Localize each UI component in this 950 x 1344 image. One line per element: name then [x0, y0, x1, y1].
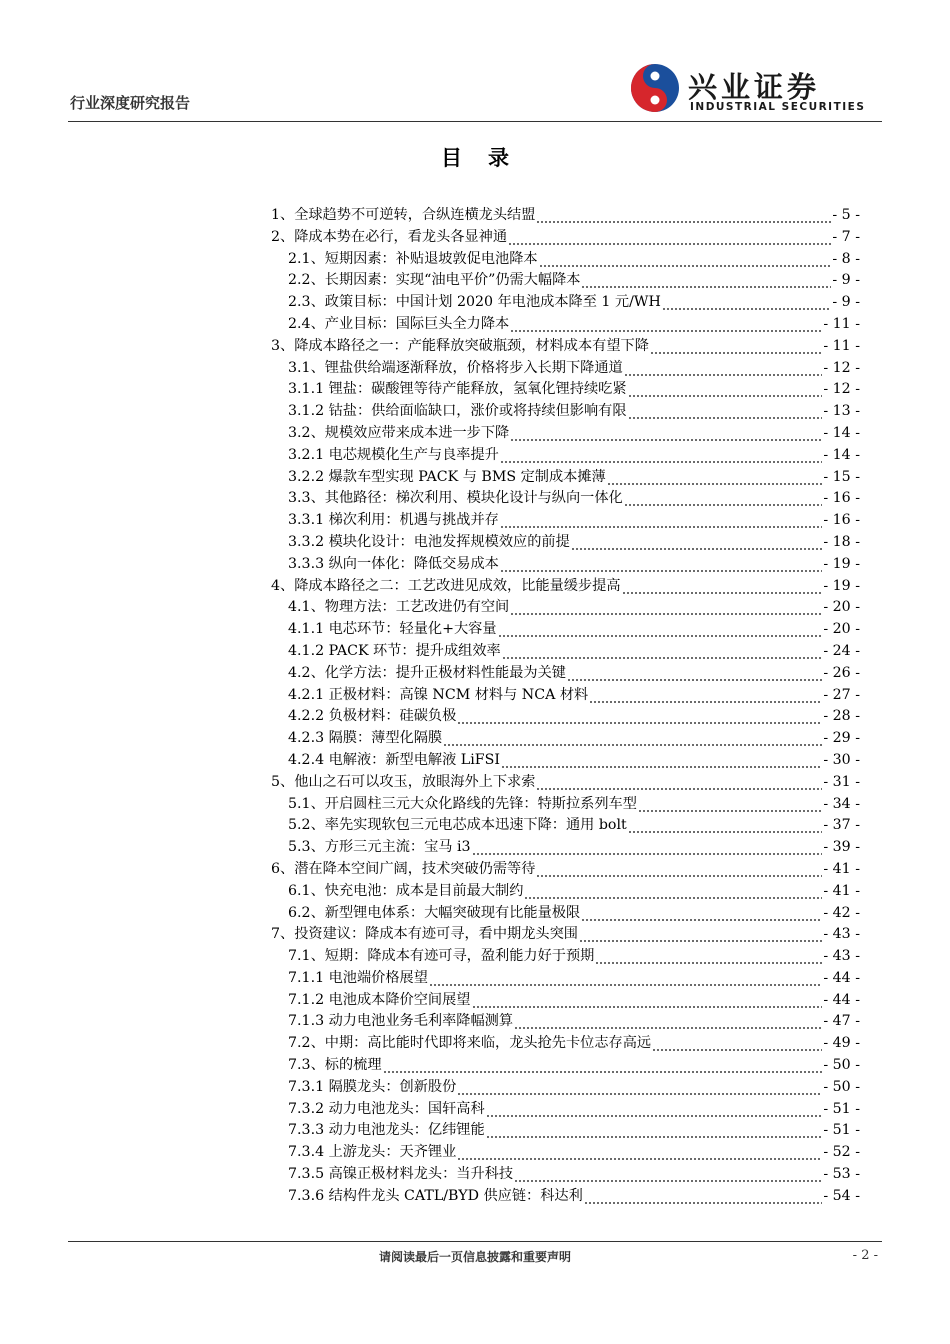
- toc-entry-page: - 51 -: [823, 1122, 860, 1139]
- toc-entry[interactable]: [271, 336, 860, 358]
- toc-entry[interactable]: [271, 488, 860, 510]
- toc-leader-dots: [457, 1142, 822, 1164]
- toc-leader-dots: [652, 1033, 822, 1055]
- toc-entry[interactable]: [271, 924, 860, 946]
- toc-entry[interactable]: [271, 772, 860, 794]
- toc-entry-page: - 43 -: [823, 948, 860, 965]
- toc-leader-dots: [624, 488, 823, 510]
- toc-entry-page: - 30 -: [823, 751, 860, 768]
- toc-entry[interactable]: [271, 1120, 860, 1142]
- toc-entry[interactable]: [271, 554, 860, 576]
- toc-entry-title: 5、他山之石可以攻玉，放眼海外上下求索: [271, 773, 536, 790]
- toc-leader-dots: [624, 358, 823, 380]
- toc-entry[interactable]: [271, 794, 860, 816]
- toc-entry-title: 4.2.3 隔膜：薄型化隔膜: [288, 730, 443, 747]
- toc-entry-page: - 14 -: [823, 424, 860, 441]
- toc-leader-dots: [584, 1186, 823, 1208]
- toc-leader-dots: [501, 750, 822, 772]
- toc-leader-dots: [472, 837, 823, 859]
- table-of-contents: [271, 205, 860, 1208]
- header-divider: [68, 121, 882, 122]
- toc-entry[interactable]: [271, 249, 860, 271]
- toc-entry[interactable]: [271, 946, 860, 968]
- toc-entry[interactable]: [271, 576, 860, 598]
- toc-entry-page: - 13 -: [823, 403, 860, 420]
- toc-entry[interactable]: [271, 641, 860, 663]
- footer-divider: [68, 1241, 882, 1242]
- toc-entry[interactable]: [271, 1164, 860, 1186]
- toc-entry-title: 7.1.3 动力电池业务毛利率降幅测算: [288, 1013, 514, 1030]
- toc-entry[interactable]: [271, 314, 860, 336]
- toc-entry[interactable]: [271, 990, 860, 1012]
- toc-entry-title: 3.3.2 模块化设计：电池发挥规模效应的前提: [288, 533, 570, 550]
- toc-entry-title: 2.3、政策目标：中国计划 2020 年电池成本降至 1 元/WH: [288, 294, 661, 311]
- toc-leader-dots: [589, 685, 822, 707]
- toc-entry-title: 2.4、产业目标：国际巨头全力降本: [288, 315, 510, 332]
- toc-entry-page: - 41 -: [823, 882, 860, 899]
- toc-entry-page: - 8 -: [832, 250, 860, 267]
- toc-entry-page: - 20 -: [823, 599, 860, 616]
- toc-entry-title: 4.1.2 PACK 环节：提升成组效率: [288, 642, 501, 659]
- toc-leader-dots: [650, 336, 822, 358]
- toc-entry[interactable]: [271, 379, 860, 401]
- page-number: - 2 -: [852, 1248, 878, 1263]
- toc-entry[interactable]: [271, 750, 860, 772]
- toc-leader-dots: [510, 314, 822, 336]
- toc-entry[interactable]: [271, 532, 860, 554]
- toc-entry-page: - 51 -: [823, 1100, 860, 1117]
- toc-entry-page: - 42 -: [823, 904, 860, 921]
- toc-entry-title: 4.1、物理方法：工艺改进仍有空间: [288, 599, 510, 616]
- toc-entry[interactable]: [271, 1033, 860, 1055]
- toc-entry[interactable]: [271, 423, 860, 445]
- toc-entry-title: 7.3.4 上游龙头：天齐锂业: [288, 1144, 457, 1161]
- toc-entry-title: 3.1、锂盐供给端逐渐释放，价格将步入长期下降通道: [288, 359, 623, 376]
- toc-entry-page: - 44 -: [823, 969, 860, 986]
- toc-entry-page: - 29 -: [823, 730, 860, 747]
- toc-entry-page: - 11 -: [823, 315, 860, 332]
- toc-entry-title: 3.3.3 纵向一体化：降低交易成本: [288, 555, 499, 572]
- toc-entry-page: - 43 -: [823, 926, 860, 943]
- toc-leader-dots: [662, 292, 832, 314]
- toc-entry-page: - 9 -: [832, 294, 860, 311]
- toc-entry-title: 3.1.2 钴盐：供给面临缺口，涨价或将持续但影响有限: [288, 403, 627, 420]
- toc-entry[interactable]: [271, 401, 860, 423]
- toc-entry[interactable]: [271, 837, 860, 859]
- toc-entry[interactable]: [271, 358, 860, 380]
- toc-entry[interactable]: [271, 1077, 860, 1099]
- logo-name-cn: 兴业证券: [688, 70, 821, 104]
- toc-leader-dots: [500, 445, 822, 467]
- toc-leader-dots: [500, 510, 822, 532]
- toc-leader-dots: [581, 270, 831, 292]
- toc-entry[interactable]: [271, 1011, 860, 1033]
- toc-entry-title: 7.2、中期：高比能时代即将来临，龙头抢先卡位志存高远: [288, 1035, 652, 1052]
- toc-leader-dots: [510, 597, 822, 619]
- toc-entry-page: - 50 -: [823, 1057, 860, 1074]
- toc-entry[interactable]: [271, 903, 860, 925]
- toc-entry-page: - 31 -: [823, 773, 860, 790]
- toc-entry-title: 4、降成本路径之二：工艺改进见成效，比能量缓步提高: [271, 577, 621, 594]
- toc-entry[interactable]: [271, 510, 860, 532]
- toc-entry-title: 3.3、其他路径：梯次利用、模块化设计与纵向一体化: [288, 490, 623, 507]
- toc-entry-page: - 24 -: [823, 642, 860, 659]
- toc-leader-dots: [628, 379, 823, 401]
- toc-leader-dots: [383, 1055, 823, 1077]
- toc-leader-dots: [514, 1164, 822, 1186]
- toc-leader-dots: [567, 663, 822, 685]
- toc-leader-dots: [579, 924, 822, 946]
- toc-entry-title: 6、潜在降本空间广阔，技术突破仍需等待: [271, 860, 536, 877]
- toc-leader-dots: [429, 968, 822, 990]
- toc-entry[interactable]: [271, 859, 860, 881]
- toc-entry-page: - 19 -: [823, 555, 860, 572]
- toc-leader-dots: [524, 881, 822, 903]
- toc-entry-page: - 34 -: [823, 795, 860, 812]
- toc-entry-title: 5.2、率先实现软包三元电芯成本迅速下降：通用 bolt: [288, 817, 627, 834]
- toc-entry-title: 6.1、快充电池：成本是目前最大制约: [288, 882, 524, 899]
- toc-entry[interactable]: [271, 815, 860, 837]
- toc-entry[interactable]: [271, 968, 860, 990]
- toc-entry-page: - 53 -: [823, 1166, 860, 1183]
- toc-leader-dots: [595, 946, 822, 968]
- toc-entry-page: - 14 -: [823, 446, 860, 463]
- toc-leader-dots: [628, 401, 823, 423]
- toc-entry-title: 7、投资建议：降成本有迹可寻，看中期龙头突围: [271, 926, 578, 943]
- toc-entry-title: 4.2.4 电解液：新型电解液 LiFSI: [288, 751, 500, 768]
- toc-entry-title: 4.2、化学方法：提升正极材料性能最为关键: [288, 664, 566, 681]
- toc-leader-dots: [536, 205, 831, 227]
- toc-entry[interactable]: [271, 227, 860, 249]
- toc-entry[interactable]: [271, 597, 860, 619]
- toc-entry[interactable]: [271, 1186, 860, 1208]
- toc-entry[interactable]: [271, 619, 860, 641]
- toc-leader-dots: [502, 641, 823, 663]
- toc-entry-page: - 16 -: [823, 490, 860, 507]
- toc-leader-dots: [457, 1077, 822, 1099]
- toc-entry[interactable]: [271, 205, 860, 227]
- toc-entry-title: 5.1、开启圆柱三元大众化路线的先锋：特斯拉系列车型: [288, 795, 637, 812]
- toc-entry-title: 4.2.2 负极材料：硅碳负极: [288, 708, 457, 725]
- toc-leader-dots: [571, 532, 823, 554]
- toc-leader-dots: [536, 772, 822, 794]
- toc-entry-title: 3、降成本路径之一：产能释放突破瓶颈，材料成本有望下降: [271, 337, 649, 354]
- toc-entry-page: - 12 -: [823, 359, 860, 376]
- toc-leader-dots: [486, 1099, 823, 1121]
- toc-leader-dots: [581, 903, 822, 925]
- toc-entry-title: 6.2、新型锂电体系：大幅突破现有比能量极限: [288, 904, 581, 921]
- toc-entry-title: 3.2.1 电芯规模化生产与良率提升: [288, 446, 499, 463]
- toc-entry-title: 7.1.2 电池成本降价空间展望: [288, 991, 471, 1008]
- toc-leader-dots: [536, 859, 822, 881]
- toc-entry-title: 2、降成本势在必行，看龙头各显神通: [271, 228, 508, 245]
- toc-entry-page: - 16 -: [823, 512, 860, 529]
- toc-leader-dots: [510, 423, 822, 445]
- toc-entry-page: - 39 -: [823, 839, 860, 856]
- toc-entry-page: - 18 -: [823, 533, 860, 550]
- toc-entry-title: 7.1、短期：降成本有迹可寻，盈利能力好于预期: [288, 948, 595, 965]
- toc-entry-title: 3.2.2 爆款车型实现 PACK 与 BMS 定制成本摊薄: [288, 468, 606, 485]
- toc-entry-title: 7.3.5 高镍正极材料龙头：当升科技: [288, 1166, 514, 1183]
- toc-entry-page: - 11 -: [823, 337, 860, 354]
- toc-entry[interactable]: [271, 881, 860, 903]
- toc-leader-dots: [472, 990, 823, 1012]
- footer-disclaimer: 请阅读最后一页信息披露和重要声明: [378, 1250, 571, 1264]
- toc-entry[interactable]: [271, 663, 860, 685]
- toc-entry-page: - 52 -: [823, 1144, 860, 1161]
- logo-name-en: INDUSTRIAL SECURITIES: [690, 101, 866, 113]
- toc-entry-title: 7.3.2 动力电池龙头：国轩高科: [288, 1100, 485, 1117]
- toc-title: 目录: [441, 146, 535, 170]
- toc-entry[interactable]: [271, 1055, 860, 1077]
- toc-entry-title: 2.1、短期因素：补贴退坡敦促电池降本: [288, 250, 538, 267]
- toc-entry[interactable]: [271, 728, 860, 750]
- toc-leader-dots: [638, 794, 822, 816]
- toc-entry[interactable]: [271, 270, 860, 292]
- toc-entry-page: - 27 -: [823, 686, 860, 703]
- toc-leader-dots: [500, 554, 822, 576]
- toc-entry-page: - 5 -: [832, 207, 860, 223]
- toc-entry-page: - 47 -: [823, 1013, 860, 1030]
- toc-entry-title: 7.3.6 结构件龙头 CATL/BYD 供应链：科达利: [288, 1187, 583, 1204]
- toc-entry-page: - 12 -: [823, 381, 860, 398]
- toc-entry-title: 2.2、长期因素：实现“油电平价”仍需大幅降本: [288, 272, 581, 289]
- toc-leader-dots: [622, 576, 823, 598]
- toc-leader-dots: [486, 1120, 823, 1142]
- toc-leader-dots: [514, 1011, 822, 1033]
- toc-entry[interactable]: [271, 292, 860, 314]
- toc-entry-title: 7.3、标的梳理: [288, 1057, 382, 1074]
- toc-entry-page: - 9 -: [832, 272, 860, 289]
- toc-entry-title: 4.2.1 正极材料：高镍 NCM 材料与 NCA 材料: [288, 686, 589, 703]
- toc-entry[interactable]: [271, 685, 860, 707]
- toc-entry-page: - 37 -: [823, 817, 860, 834]
- toc-entry-page: - 15 -: [823, 468, 860, 485]
- toc-entry-page: - 19 -: [823, 577, 860, 594]
- toc-entry[interactable]: [271, 1142, 860, 1164]
- toc-entry-title: 3.1.1 锂盐：碳酸锂等待产能释放，氢氧化锂持续吃紧: [288, 381, 627, 398]
- toc-entry-page: - 44 -: [823, 991, 860, 1008]
- toc-entry[interactable]: [271, 1099, 860, 1121]
- toc-leader-dots: [539, 249, 832, 271]
- toc-entry-title: 3.2、规模效应带来成本进一步下降: [288, 424, 510, 441]
- toc-entry-title: 1、全球趋势不可逆转，合纵连横龙头结盟: [271, 207, 536, 223]
- toc-entry-title: 7.1.1 电池端价格展望: [288, 969, 428, 986]
- logo-mark-icon: [630, 63, 680, 113]
- toc-entry-title: 7.3.3 动力电池龙头：亿纬锂能: [288, 1122, 485, 1139]
- toc-entry[interactable]: [271, 706, 860, 728]
- toc-entry-page: - 54 -: [823, 1187, 860, 1204]
- toc-leader-dots: [498, 619, 823, 641]
- toc-leader-dots: [443, 728, 822, 750]
- report-type-label: 行业深度研究报告: [70, 94, 191, 112]
- toc-entry-title: 7.3.1 隔膜龙头：创新股份: [288, 1078, 457, 1095]
- toc-entry-title: 5.3、方形三元主流：宝马 i3: [288, 839, 471, 856]
- toc-entry-page: - 7 -: [832, 228, 860, 245]
- toc-entry-title: 3.3.1 梯次利用：机遇与挑战并存: [288, 512, 499, 529]
- toc-entry-page: - 28 -: [823, 708, 860, 725]
- toc-entry-title: 4.1.1 电芯环节：轻量化+大容量: [288, 621, 497, 638]
- toc-leader-dots: [628, 815, 823, 837]
- toc-entry[interactable]: [271, 445, 860, 467]
- toc-entry-page: - 26 -: [823, 664, 860, 681]
- toc-entry-page: - 20 -: [823, 621, 860, 638]
- toc-entry-page: - 50 -: [823, 1078, 860, 1095]
- company-logo: [630, 63, 875, 118]
- toc-entry-page: - 49 -: [823, 1035, 860, 1052]
- toc-leader-dots: [607, 467, 823, 489]
- toc-leader-dots: [508, 227, 831, 249]
- toc-entry[interactable]: [271, 467, 860, 489]
- toc-entry-page: - 41 -: [823, 860, 860, 877]
- toc-leader-dots: [457, 706, 822, 728]
